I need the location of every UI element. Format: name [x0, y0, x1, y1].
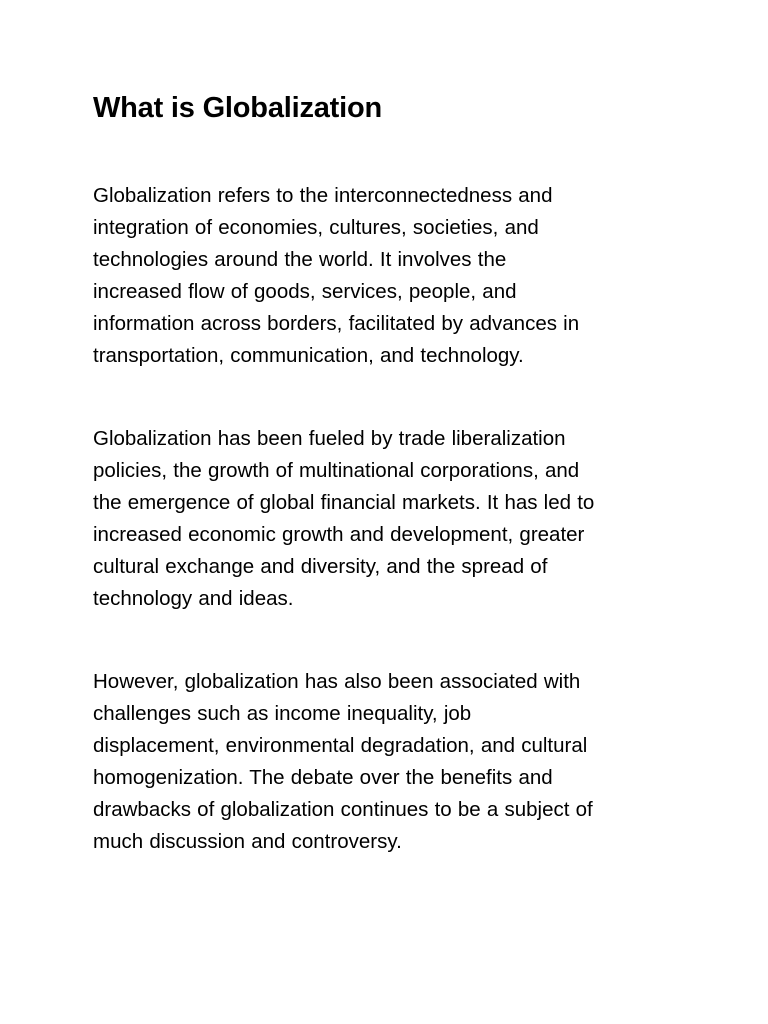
paragraph-line: transportation, communication, and technology.	[93, 344, 524, 367]
paragraph-line: challenges such as income inequality, job	[93, 702, 472, 725]
paragraph-line: However, globalization has also been associated with	[93, 670, 581, 693]
paragraph-line: information across borders, facilitated by advances in	[93, 312, 580, 335]
paragraph-1	[93, 180, 683, 372]
paragraph-line: cultural exchange and diversity, and the spread of	[93, 555, 548, 578]
paragraph-line: policies, the growth of multinational corporations, and	[93, 459, 580, 482]
document-title: What is Globalization	[93, 92, 383, 124]
paragraph-line: drawbacks of globalization continues to be a subject of	[93, 798, 593, 821]
paragraph-line: the emergence of global financial markets. It has led to	[93, 491, 595, 514]
paragraph-line: Globalization has been fueled by trade liberalization	[93, 427, 566, 450]
paragraph-line: increased economic growth and development, greater	[93, 523, 585, 546]
paragraph-line: technologies around the world. It involves the	[93, 248, 507, 271]
paragraph-2	[93, 423, 683, 615]
paragraph-line: Globalization refers to the interconnectedness and	[93, 184, 553, 207]
document-content	[93, 88, 683, 858]
paragraph-line: increased flow of goods, services, people, and	[93, 280, 517, 303]
paragraph-line: displacement, environmental degradation, and cultural	[93, 734, 588, 757]
paragraph-line: homogenization. The debate over the benefits and	[93, 766, 553, 789]
paragraph-3	[93, 666, 683, 858]
paragraph-line: technology and ideas.	[93, 587, 294, 610]
paragraph-line: integration of economies, cultures, societies, and	[93, 216, 539, 239]
paragraph-line: much discussion and controversy.	[93, 830, 402, 853]
